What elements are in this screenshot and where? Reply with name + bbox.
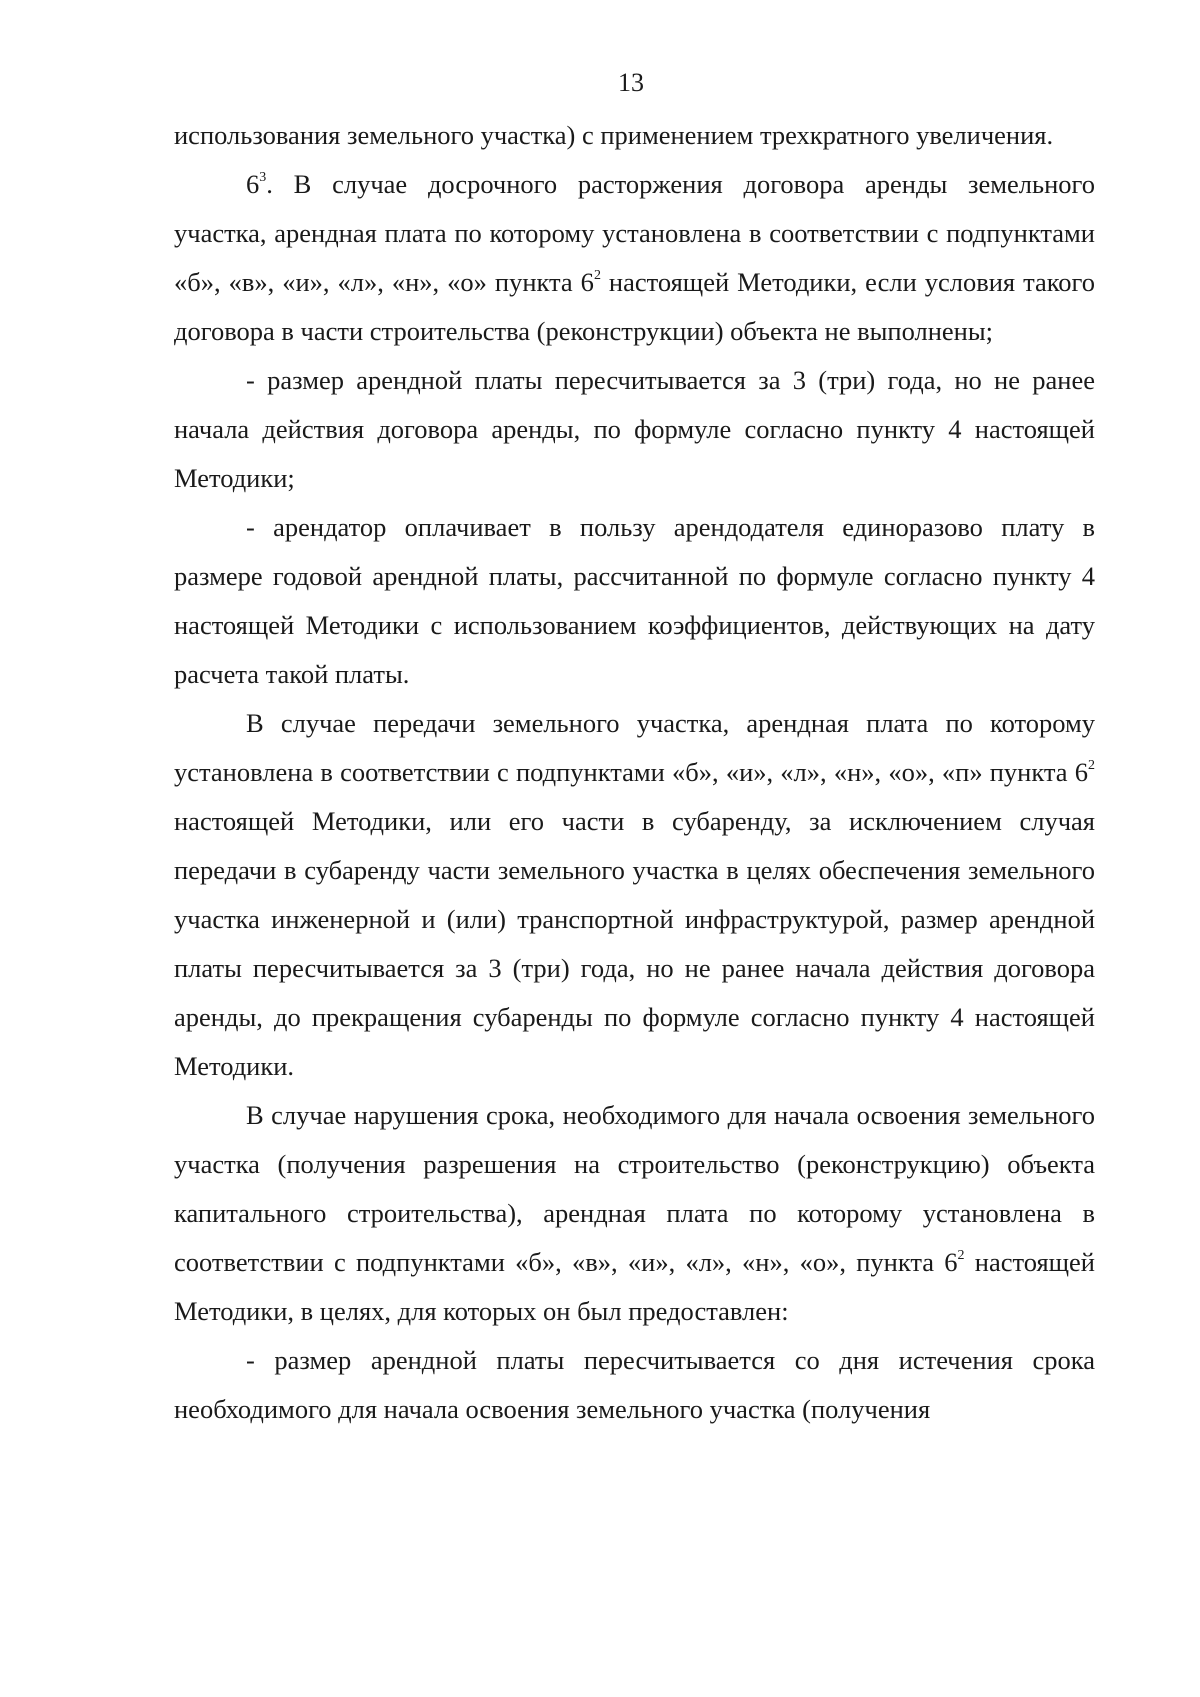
superscript: 2 [957,1248,965,1264]
paragraph-text: В случае нарушения срока, необходимого для начала освоения земельного участка (получения разрешения на строительство (реконструкцию) объекта капитального строительства), арендная плата по которому установлена в соответствии с подпунктами «б», «в», «и», «л», «н», «о», пункта 6 [174,1100,1095,1277]
paragraph [174,356,1095,503]
paragraph-text: настоящей Методики, или его части в субаренду, за исключением случая передачи в субаренду части земельного участка в целях обеспечения земельного участка инженерной и (или) транспортной инфраструктурой, размер арендной платы пересчитывается за 3 (три) года, но не ранее начала действия договора аренды, до прекращения субаренды по формуле согласно пункту 4 настоящей Методики. [174,806,1095,1081]
superscript: 2 [1088,758,1095,774]
paragraph [174,1091,1095,1336]
page-number: 13 [618,68,644,97]
paragraph-text: . В случае досрочного расторжения договора аренды земельного участка, арендная плата по которому установлена в соответствии с подпунктами «б», «в», «и», «л», «н», «о» пункта 6 [174,169,1095,297]
paragraph-text: - арендатор оплачивает в пользу арендодателя единоразово плату в размере годовой арендной платы, рассчитанной по формуле согласно пункту 4 настоящей Методики с использованием коэффициентов, действующих на дату расчета такой платы. [174,512,1095,689]
paragraph [174,160,1095,356]
paragraph [174,1336,1095,1434]
paragraph [174,699,1095,1091]
paragraph-text: - размер арендной платы пересчитывается со дня истечения срока необходимого для начала освоения земельного участка (получения [174,1345,1095,1424]
paragraph-text: настоящей Методики, если условия такого договора в части строительства (реконструкции) объекта не выполнены; [174,267,1096,346]
superscript: 3 [259,170,267,186]
paragraph-text: 6 [246,169,260,199]
paragraph-text: использования земельного участка) с применением трехкратного увеличения. [174,120,1054,150]
paragraph [174,503,1095,699]
paragraph-text: - размер арендной платы пересчитывается за 3 (три) года, но не ранее начала действия договора аренды, по формуле согласно пункту 4 настоящей Методики; [174,365,1095,493]
document-body [174,111,1095,1434]
paragraph-text: настоящей Методики, в целях, для которых он был предоставлен: [174,1247,1095,1326]
superscript: 2 [593,268,601,284]
paragraph [174,111,1095,160]
paragraph-text: В случае передачи земельного участка, арендная плата по которому установлена в соответствии с подпунктами «б», «и», «л», «н», «о», «п» пункта 6 [174,708,1095,787]
